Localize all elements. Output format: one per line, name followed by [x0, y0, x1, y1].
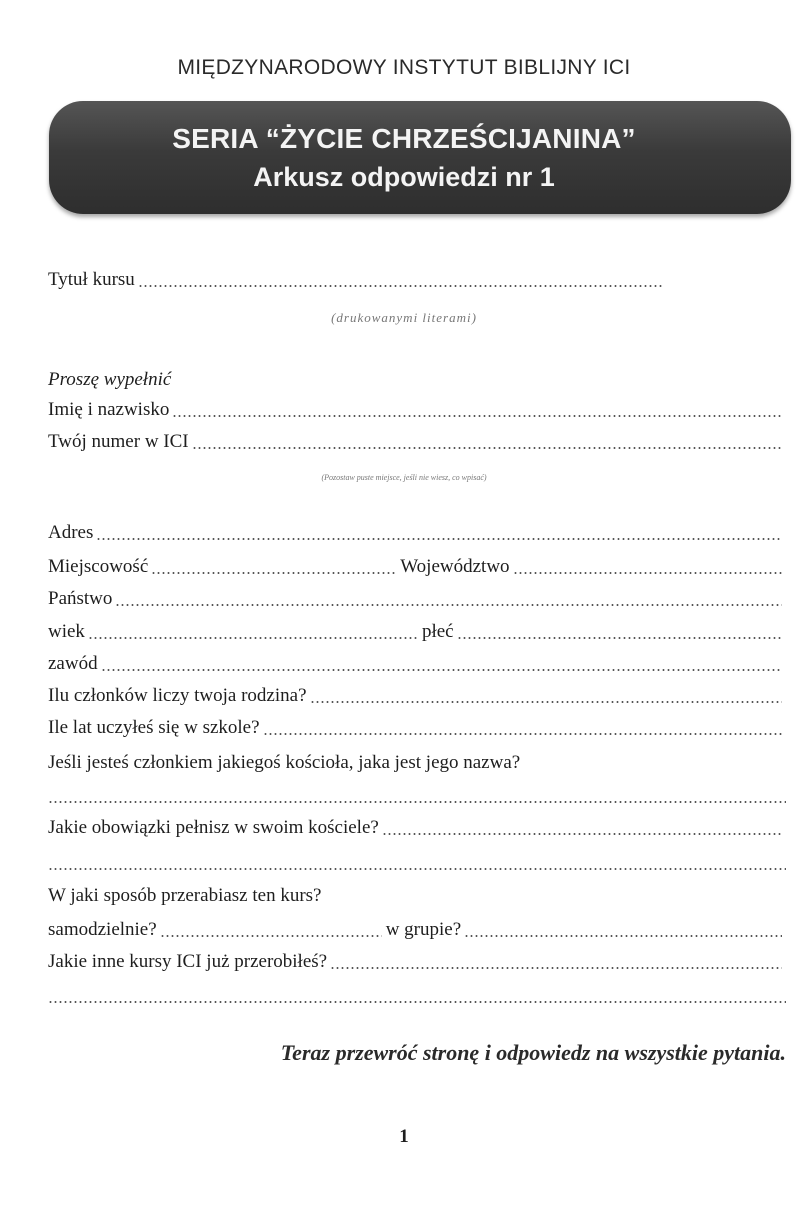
country-label: Państwo: [48, 588, 113, 609]
age-label: wiek: [48, 621, 85, 642]
province-field[interactable]: [513, 572, 782, 574]
other-courses-row: [48, 950, 786, 974]
alone-field[interactable]: [160, 935, 382, 937]
course-title-note: (drukowanymi literami): [331, 310, 477, 325]
please-fill-label: Proszę wypełnić: [48, 369, 172, 390]
method-question: W jaki sposób przerabiasz ten kurs?: [48, 885, 322, 906]
group-field[interactable]: [464, 935, 782, 937]
series-title: SERIA “ŻYCIE CHRZEŚCIJANINA”: [172, 123, 636, 154]
church-label: Jeśli jesteś członkiem jakiegoś kościoła, jaka jest jego nazwa?: [48, 752, 521, 773]
sheet-title: Arkusz odpowiedzi nr 1: [253, 162, 555, 192]
other-courses-label: Jakie inne kursy ICI już przerobiłeś?: [48, 951, 328, 972]
institute-name: MIĘDZYNARODOWY INSTYTUT BIBLIJNY ICI: [177, 56, 631, 79]
name-label: Imię i nazwisko: [48, 399, 170, 420]
alone-label: samodzielnie?: [48, 919, 157, 940]
family-label: Ilu członków liczy twoja rodzina?: [48, 685, 307, 706]
city-label: Miejscowość: [48, 556, 149, 577]
province-label: Województwo: [400, 556, 510, 577]
sex-label: płeć: [421, 621, 454, 642]
occupation-row: [48, 652, 786, 676]
family-row: [48, 684, 786, 708]
please-fill-row: [48, 368, 786, 392]
duties-field[interactable]: [382, 833, 782, 835]
country-field[interactable]: [115, 604, 782, 606]
sex-field[interactable]: [457, 637, 782, 639]
duties-label: Jakie obowiązki pełnisz w swoim kościele?: [48, 817, 379, 838]
school-field[interactable]: [263, 733, 782, 735]
family-field[interactable]: [310, 701, 782, 703]
title-banner: [49, 101, 791, 214]
address-label: Adres: [48, 522, 94, 543]
age-sex-row: [48, 620, 786, 644]
method-row: [48, 884, 786, 908]
ici-number-row: [48, 430, 786, 454]
group-label: w grupie?: [385, 919, 462, 940]
ici-number-field[interactable]: [192, 447, 782, 449]
address-row: [48, 521, 786, 545]
occupation-label: zawód: [48, 653, 98, 674]
city-row: [48, 555, 786, 579]
other-courses-field[interactable]: [330, 967, 782, 969]
course-title-field[interactable]: [138, 285, 664, 287]
church-row: [48, 751, 786, 775]
country-row: [48, 587, 786, 611]
ici-number-label: Twój numer w ICI: [48, 431, 189, 452]
ici-number-note: (Pozostaw puste miejsce, jeśli nie wiesz, co wpisać): [321, 473, 487, 482]
occupation-field[interactable]: [101, 669, 782, 671]
address-field[interactable]: [96, 538, 782, 540]
course-title-row: [48, 268, 786, 292]
course-title-label: Tytuł kursu: [48, 269, 135, 290]
duties-row: [48, 816, 786, 840]
name-field[interactable]: [172, 415, 782, 417]
school-row: [48, 716, 786, 740]
other-courses-answer-field[interactable]: [48, 1001, 786, 1003]
age-field[interactable]: [88, 637, 418, 639]
name-row: [48, 398, 786, 422]
turn-page-instruction: Teraz przewróć stronę i odpowiedz na wszystkie pytania.: [280, 1040, 786, 1065]
page-number: 1: [399, 1126, 409, 1147]
city-field[interactable]: [151, 572, 396, 574]
duties-answer-field[interactable]: [48, 868, 786, 870]
school-label: Ile lat uczyłeś się w szkole?: [48, 717, 260, 738]
church-answer-field[interactable]: [48, 801, 786, 803]
alone-group-row: [48, 918, 786, 942]
